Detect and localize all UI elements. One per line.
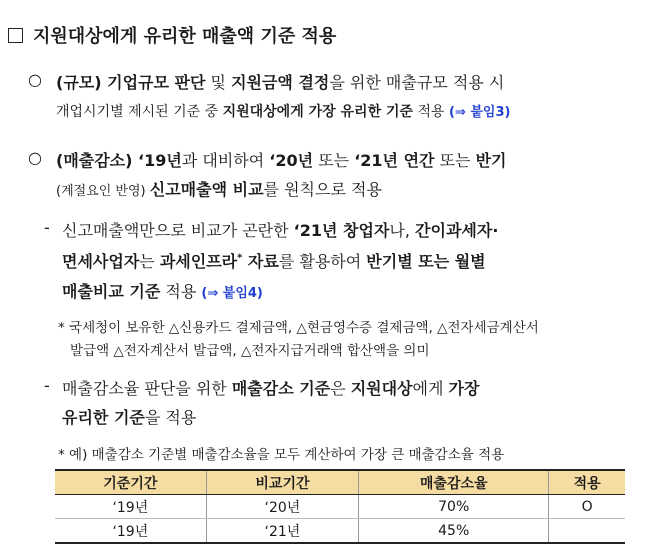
appendix-ref: (⇒ 붙임3) — [448, 105, 511, 120]
table-cell: 45% — [359, 519, 549, 544]
item1-line2: 개업시기별 제시된 기준 중 지원대상에게 가장 유리한 기준 적용 (⇒ 붙임3) — [56, 104, 511, 120]
dash: - — [44, 218, 50, 237]
sub1-line2: 면세사업자는 과세인프라* 자료를 활용하여 반기별 또는 월별 — [62, 252, 486, 271]
table-cell: ‘19년 — [55, 495, 206, 519]
footnote-line1: * 국세청이 보유한 △신용카드 결제금액, △현금영수증 결제금액, △전자세금계산서 — [58, 320, 539, 336]
item1-line1: (규모) 기업규모 판단 및 지원금액 결정을 위한 매출규모 적용 시 — [56, 73, 505, 92]
bullet-circle: ○ — [28, 148, 42, 167]
column-header: 매출감소율 — [359, 470, 549, 495]
sub2-line1: 매출감소율 판단을 위한 매출감소 기준은 지원대상에게 가장 — [62, 379, 480, 398]
section-heading: 지원대상에게 유리한 매출액 기준 적용 — [8, 22, 336, 48]
footnote-line2: 발급액 △전자계산서 발급액, △전자지급거래액 합산액을 의미 — [70, 343, 430, 359]
table-cell: ‘21년 — [206, 519, 359, 544]
bullet-circle: ○ — [28, 70, 42, 89]
table-row — [55, 495, 625, 519]
item2-line2: (계절요인 반영) 신고매출액 비교를 원칙으로 적용 — [56, 180, 382, 199]
table-cell: O — [549, 495, 625, 519]
table-header-row — [55, 470, 625, 495]
appendix-ref: (⇒ 붙임4) — [201, 286, 263, 301]
column-header: 기준기간 — [55, 470, 206, 495]
sub1-line1: 신고매출액만으로 비교가 곤란한 ‘21년 창업자나, 간이과세자· — [62, 221, 499, 240]
dash: - — [44, 376, 50, 395]
table-row — [55, 519, 625, 544]
column-header: 적용 — [549, 470, 625, 495]
table-cell — [549, 519, 625, 544]
table-cell: ‘19년 — [55, 519, 206, 544]
sub2-line2: 유리한 기준을 적용 — [62, 408, 197, 427]
example-note: * 예) 매출감소 기준별 매출감소율을 모두 계산하여 가장 큰 매출감소율 적용 — [58, 447, 505, 463]
table-cell: ‘20년 — [206, 495, 359, 519]
sub1-line3: 매출비교 기준 적용 (⇒ 붙임4) — [62, 282, 263, 301]
checkbox-square-icon — [8, 28, 23, 43]
table-cell: 70% — [359, 495, 549, 519]
sales-decline-table — [55, 469, 625, 544]
column-header: 비교기간 — [206, 470, 359, 495]
item2-line1: (매출감소) ‘19년과 대비하여 ‘20년 또는 ‘21년 연간 또는 반기 — [56, 151, 507, 170]
